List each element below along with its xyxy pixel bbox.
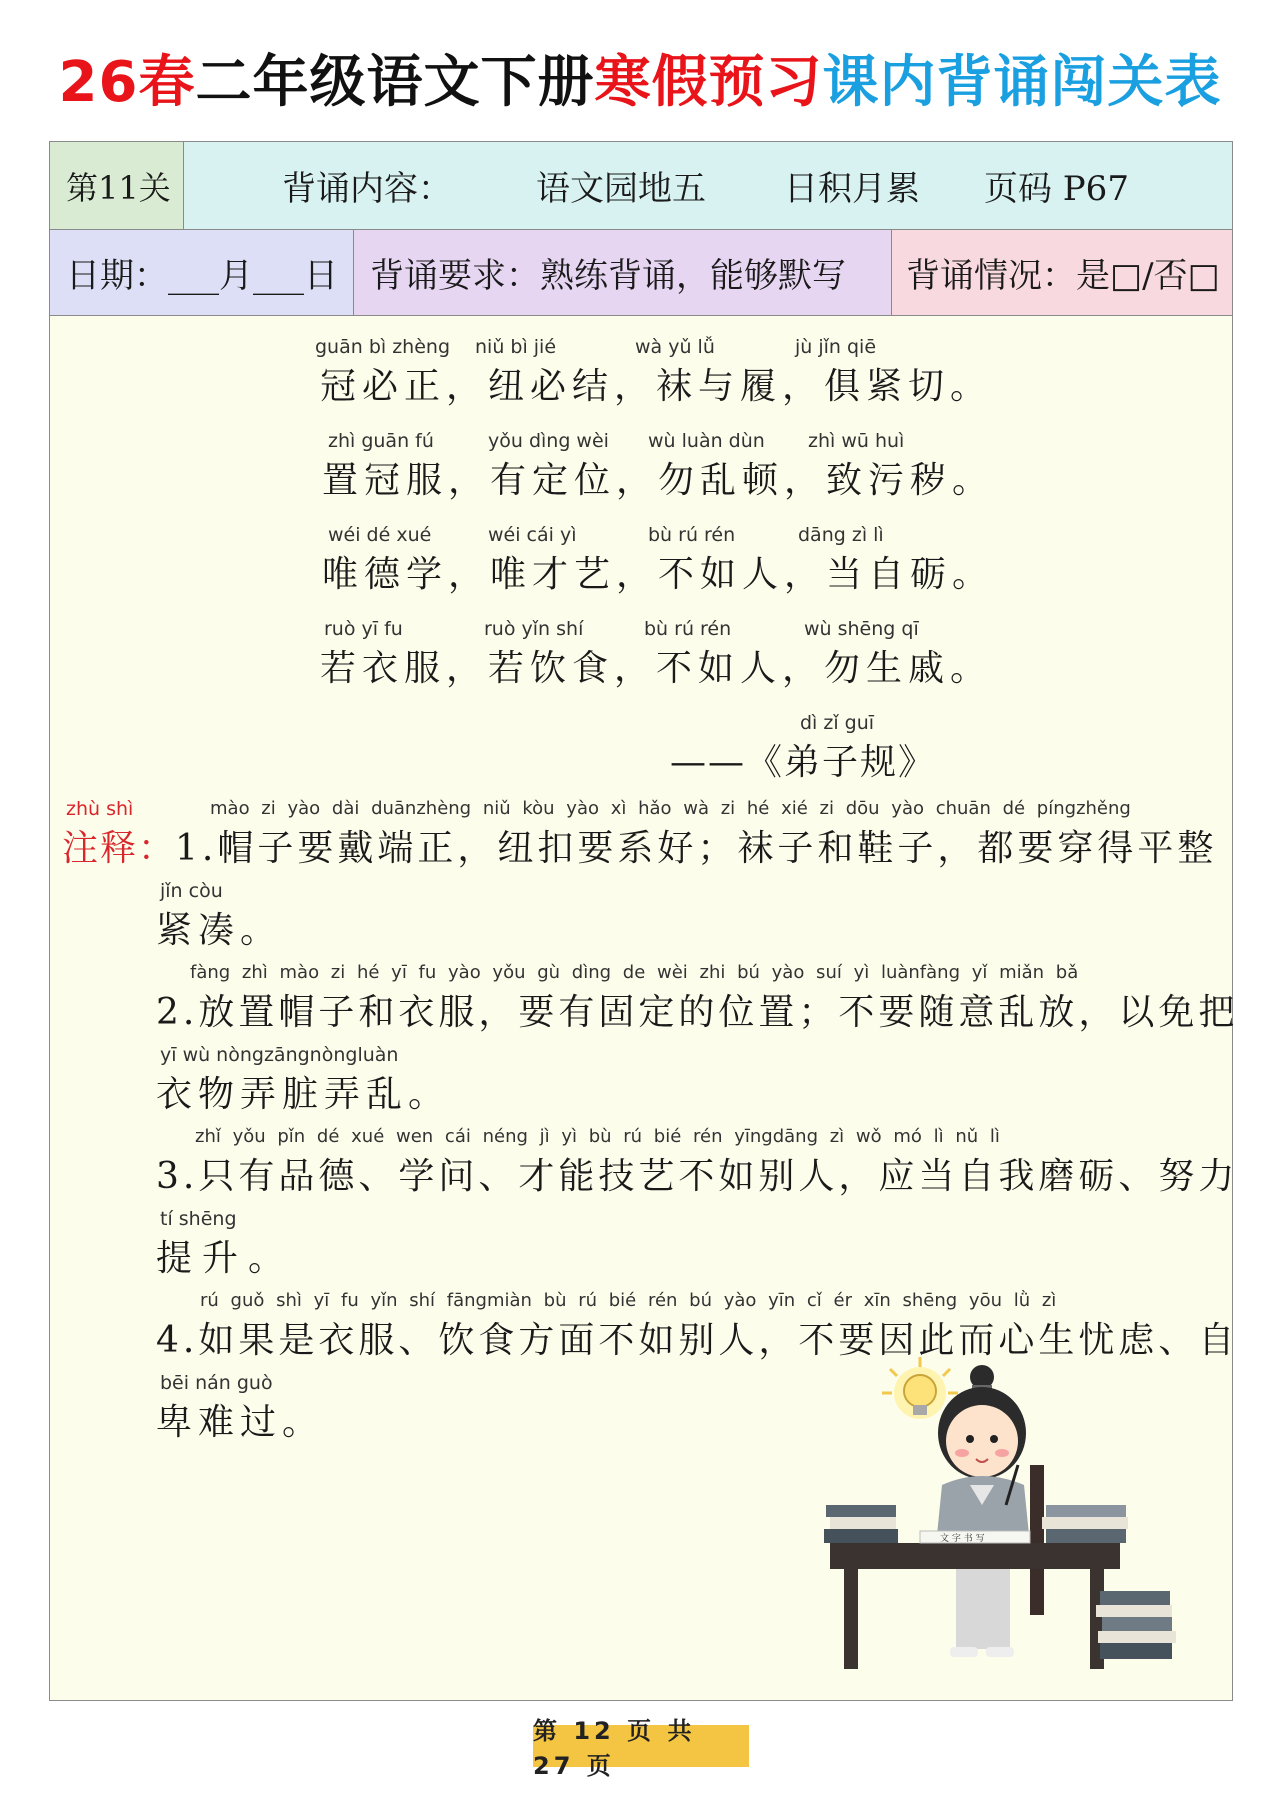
poem-source: ——《弟子规》: [670, 742, 937, 783]
svg-text:文 字 书 写: 文 字 书 写: [940, 1534, 985, 1544]
pinyin: wù luàn dùn: [648, 430, 765, 452]
pinyin: bù rú rén: [648, 524, 736, 546]
note-text: 衣物弄脏弄乱。: [156, 1074, 451, 1115]
title-part-3: 寒假预习: [594, 50, 823, 115]
page-reference: 页码 P67: [984, 169, 1129, 209]
pinyin: mào zi yào dài duānzhèng niǔ kòu yào xì hǎo wà zi hé xié zi dōu yào chuān dé píngzhěng: [210, 798, 1131, 819]
pinyin: niǔ bì jié: [475, 336, 557, 358]
note-text: 2.放置帽子和衣服，要有固定的位置；不要随意乱放，以免把: [156, 992, 1239, 1033]
pinyin: yǒu dìng wèi: [488, 430, 609, 452]
pinyin: dāng zì lì: [798, 524, 884, 546]
pinyin: zhì guān fú: [328, 430, 434, 452]
pinyin: fàng zhì mào zi hé yī fu yào yǒu gù dìng de wèi zhi bú yào suí yì luànfàng yǐ miǎn bǎ: [190, 962, 1079, 983]
note-text: 卑难过。: [156, 1402, 325, 1443]
requirement-cell: 背诵要求：熟练背诵，能够默写: [354, 230, 892, 316]
status-cell: 背诵情况：是□/否□: [892, 230, 1232, 316]
pinyin: ruò yī fu: [324, 618, 403, 640]
date-cell: 日期：___月___日: [50, 230, 354, 316]
pinyin: jǐn còu: [160, 880, 223, 902]
pinyin: guān bì zhèng: [315, 336, 451, 358]
poem-text: 唯德学，唯才艺，不如人，当自砺。: [322, 554, 995, 595]
title-part-4: 课内背诵闯关表: [822, 50, 1222, 115]
content-label: 背诵内容：: [282, 169, 452, 209]
pinyin: rú guǒ shì yī fu yǐn shí fāngmiàn bù rú bié rén bú yào yīn cǐ ér xīn shēng yōu lǜ zì: [200, 1290, 1057, 1311]
poem-text: 若衣服，若饮食，不如人，勿生戚。: [320, 648, 993, 689]
note-text: 3.只有品德、学问、才能技艺不如别人，应当自我磨砺、努力: [156, 1156, 1239, 1197]
content-title: 语文园地五: [536, 169, 706, 209]
pinyin: wà yǔ lǚ: [635, 336, 715, 358]
note-text: 1.帽子要戴端正，纽扣要系好；袜子和鞋子，都要穿得平整: [175, 828, 1218, 869]
pinyin: wéi dé xué: [328, 524, 432, 546]
pinyin: tí shēng: [160, 1208, 237, 1230]
page-title: [0, 50, 1280, 116]
title-part-2: 二年级语文下册: [195, 50, 595, 115]
poem-text: 冠必正，纽必结，袜与履，俱紧切。: [320, 366, 993, 407]
pinyin: bù rú rén: [644, 618, 732, 640]
level-cell: 第11关: [50, 142, 184, 230]
title-part-1: 26春: [58, 50, 196, 115]
pinyin: bēi nán guò: [160, 1372, 273, 1394]
content-cell: [184, 142, 1232, 230]
pinyin: ruò yǐn shí: [484, 618, 584, 640]
notes-label: 注释：: [62, 828, 177, 869]
pinyin: jù jǐn qiē: [795, 336, 877, 358]
notes-label-pinyin: zhù shì: [66, 798, 134, 820]
note-text: 提升。: [156, 1238, 295, 1279]
content-section: 日积月累: [784, 169, 920, 209]
pinyin: wéi cái yì: [488, 524, 577, 546]
pinyin: zhì wū huì: [808, 430, 905, 452]
pinyin: wù shēng qī: [804, 618, 919, 640]
note-text: 紧凑。: [156, 910, 283, 951]
page-footer: 第 12 页 共 27 页: [533, 1725, 749, 1767]
scholar-illustration: [820, 1355, 1200, 1695]
pinyin: yī wù nòngzāngnòngluàn: [160, 1044, 399, 1066]
source-pinyin: dì zǐ guī: [800, 712, 875, 734]
note-text: 4.如果是衣服、饮食方面不如别人，不要因此而心生忧虑、自: [156, 1320, 1239, 1361]
poem-text: 置冠服，有定位，勿乱顿，致污秽。: [322, 460, 995, 501]
pinyin: zhǐ yǒu pǐn dé xué wen cái néng jì yì bù rú bié rén yīngdāng zì wǒ mó lì nǔ lì: [195, 1126, 1000, 1147]
